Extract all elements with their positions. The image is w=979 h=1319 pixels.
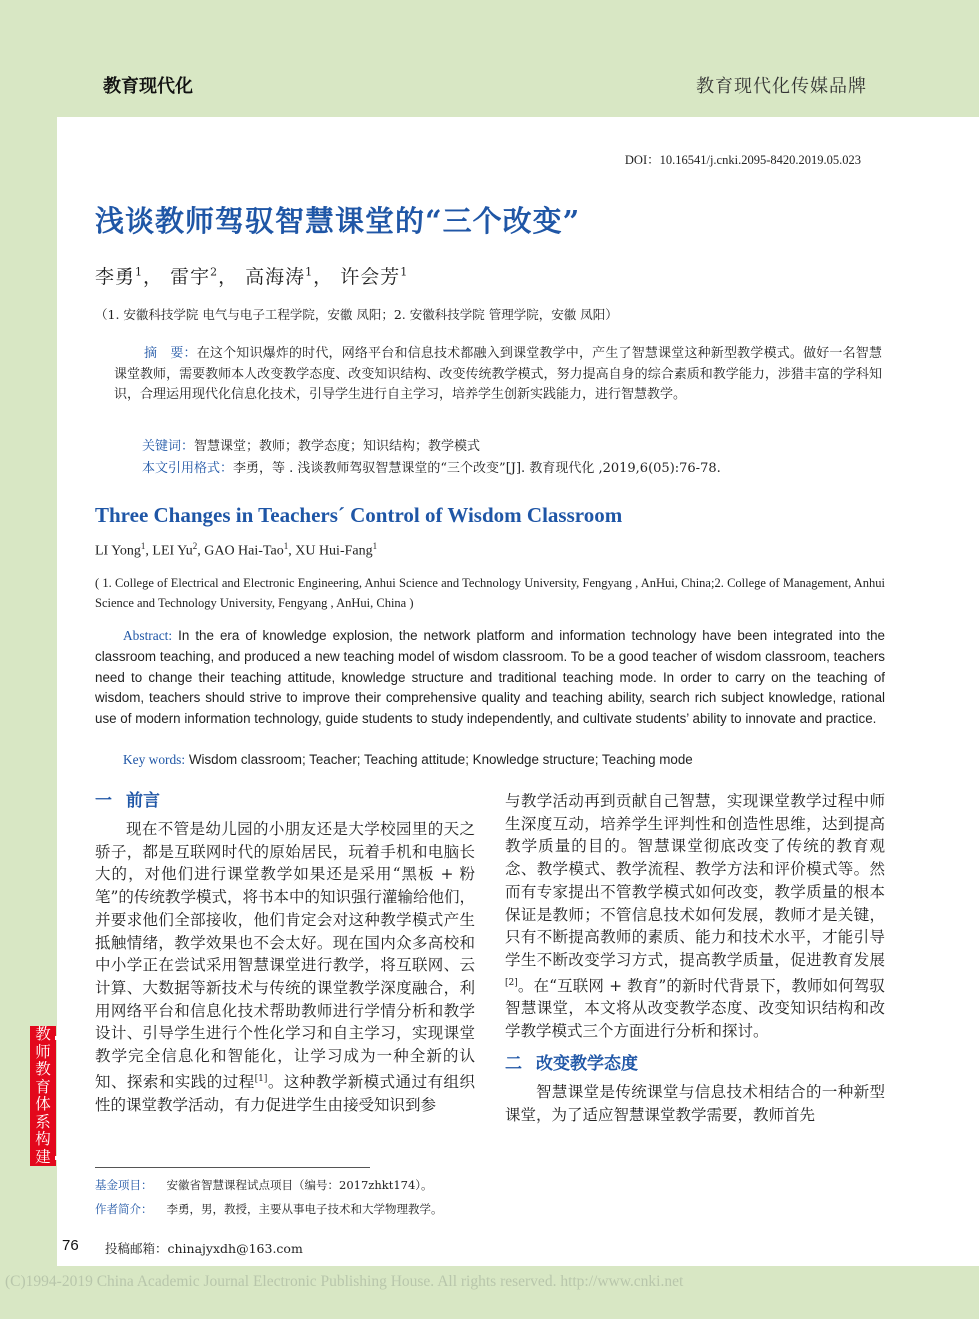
side-tab (30, 1026, 56, 1166)
side-tab-char: 教 (35, 1025, 51, 1043)
title-cn: 浅谈教师驾驭智慧课堂的“三个改变” (95, 204, 581, 238)
author-sup: 1 (400, 265, 409, 279)
doi[interactable]: DOI：10.16541/j.cnki.2095-8420.2019.05.023 (624, 153, 861, 167)
footnote-divider (95, 1167, 370, 1168)
section-title: 前言 (126, 791, 160, 811)
author-sup: 1 (283, 541, 289, 551)
footnote-fund (95, 1177, 433, 1193)
author-en: LEI Yu (152, 543, 193, 559)
title-en: Three Changes in Teachers´ Control of Wisdom Classroom (95, 503, 623, 527)
journal-name: 教育现代化 (103, 76, 193, 97)
section-heading-1 (95, 790, 475, 814)
keywords-en-text: Wisdom classroom; Teacher; Teaching attitude; Knowledge structure; Teaching mode (188, 752, 693, 767)
paragraph-text: 现在不管是幼儿园的小朋友还是大学校园里的天之骄子，都是互联网时代的原始居民，玩着手机和电脑长大的，对他们进行课堂教学如果还是采用“黑板 + 粉笔”的传统教学模式，将书本中的知识强行灌输给他们，并要求他们全部接收，他们肯定会对这种教学模式产生抵触情绪，教学效果也不会太好。现在国内众多高校和中小学正在尝试采用智慧课堂进行教学，将互联网、云计算、大数据等新技术与传统的课堂教学深度融合，利用网络平台和信息化技术帮助教师进行学情分析和教学设计、引导学生进行个性化学习和自主学习，实现课堂教学完全信息化和智能化，让学习成为一种全新的认知、探索和实践的过程 (95, 820, 475, 1091)
side-tab-char: 育 (35, 1077, 51, 1096)
footnote-author (95, 1201, 443, 1217)
citation-ref[interactable]: [1] (254, 1073, 268, 1084)
keywords-cn-text: 智慧课堂；教师；教学态度；知识结构；教学模式 (194, 439, 481, 454)
section-number: 一 (95, 791, 112, 811)
side-tab-dot (55, 1156, 59, 1160)
author-cn: 许会芳 (340, 266, 401, 288)
citation-ref[interactable]: [2] (505, 977, 518, 988)
body-paragraph: 智慧课堂是传统课堂与信息技术相结合的一种新型课堂，为了适应智慧课堂教学需要，教师首先 (505, 1082, 885, 1124)
body-paragraph (505, 790, 885, 1043)
author-sup: 1 (135, 265, 144, 279)
submission-email[interactable]: 投稿邮箱：chinajyxdh@163.com (105, 1241, 303, 1256)
author-cn: 雷宇 (170, 266, 211, 288)
author-sup: 1 (140, 541, 146, 551)
author-cn: 高海涛 (245, 266, 306, 288)
side-tab-char: 建 (35, 1147, 51, 1166)
abstract-en-label: Abstract: (123, 628, 173, 643)
abstract-cn-label: 摘 要： (144, 346, 197, 361)
abstract-cn-text: 在这个知识爆炸的时代，网络平台和信息技术都融入到课堂教学中，产生了智慧课堂这种新型教学模式。做好一名智慧课堂教师，需要教师本人改变教学态度、改变知识结构、改变传统教学模式，努力提高自身的综合素质和教学能力，涉猎丰富的学科知识，合理运用现代化信息化技术，引导学生进行自主学习，培养学生创新实践能力，进行智慧教学。 (114, 346, 882, 402)
authors-cn: 李勇$^1$， 雷宇$^2$， 高海涛$^1$， 许会芳$^1$ (95, 265, 409, 288)
paragraph-text: 与教学活动再到贡献自己智慧，实现课堂教学过程中师生深度互动，培养学生评判性和创造性思维，达到提高教学质量的目的。智慧课堂彻底改变了传统的教育观念、教学模式、教学流程、教学方法和评价模式等。然而有专家提出不管教学模式如何改变，教学质量的根本保证是教师；不管信息技术如何发展，教师才是关键，只有不断提高教师的素质、能力和技术水平，才能引导学生不断改变学习方式，提高教学质量，促进教育发展 (505, 792, 885, 969)
author-en: GAO Hai-Tao (204, 543, 284, 559)
author-en: XU Hui-Fang (295, 543, 373, 559)
side-tab-char: 教 (35, 1060, 51, 1078)
journal-slogan: 教育现代化传媒品牌 (696, 76, 867, 97)
author-cn: 李勇 (95, 266, 136, 288)
author-sup: 2 (192, 541, 198, 551)
abstract-cn (114, 344, 882, 406)
citation-cn (142, 457, 721, 476)
abstract-en-text: In the era of knowledge explosion, the network platform and information technology have been integrated into the classroom teaching, and produced a new teaching model of wisdom classroom. To be a good teacher of wisdom classroom, teachers need to change their teaching attitude, knowledge structure and traditional teaching mode. In order to carry on the teaching of wisdom, teachers should strive to improve their comprehensive quality and teaching ability, search rich subject knowledge, rational use of modern information technology, guide students to study independently, and cultivate students’ ability to innovate and practice. (95, 628, 885, 727)
side-tab-char: 系 (35, 1112, 51, 1131)
footnote-author-text: 李勇，男，教授，主要从事电子技术和大学物理教学。 (166, 1202, 443, 1216)
body-paragraph (95, 818, 475, 1116)
citation-cn-text: 李勇，等 . 浅谈教师驾驭智慧课堂的“三个改变”[J]. 教育现代化 ,2019,6(05):76-78. (233, 461, 721, 476)
side-tab-char: 体 (35, 1095, 51, 1113)
side-tab-char: 师 (35, 1042, 51, 1061)
author-en: LI Yong (95, 543, 141, 559)
section-title: 改变教学态度 (536, 1053, 638, 1074)
affiliation-en: ( 1. College of Electrical and Electronic Engineering, Anhui Science and Technology University, Fengyang , AnHui, China;2. College of Management, Anhui Science and Technology University, Fengyang , AnHui, China ) (95, 576, 885, 610)
author-sup: 1 (305, 265, 314, 279)
paragraph-text: 。这种教学新模式通过有组织性的课堂教学活动，有力促进学生由接受知识到参 (95, 1072, 475, 1114)
abstract-en (95, 626, 885, 730)
keywords-cn-label: 关键词： (142, 439, 195, 454)
section-number: 二 (505, 1053, 522, 1074)
footnote-fund-text: 安徽省智慧课程试点项目（编号：2017zhkt174）。 (166, 1178, 433, 1192)
footnote-author-label: 作者简介： (95, 1202, 153, 1216)
column-right (505, 790, 885, 1126)
citation-cn-label: 本文引用格式： (142, 461, 234, 476)
side-tab-dot (55, 1036, 59, 1040)
column-left (95, 790, 475, 1116)
author-sup: 1 (372, 541, 378, 551)
paragraph-text: 。在“互联网 + 教育”的新时代背景下，教师如何驾驭智慧课堂，本文将从改变教学态度、改变知识结构和改学教学模式三个方面进行分析和探讨。 (505, 976, 885, 1041)
page-number: 76 (62, 1237, 79, 1254)
keywords-en-label: Key words: (123, 752, 186, 767)
side-tab-char: 构 (35, 1130, 51, 1148)
author-sup: 2 (210, 265, 219, 279)
authors-en: LI Yong$^1$, LEI Yu$^2$, GAO Hai-Tao$^1$, XU Hui-Fang$^1$ (95, 541, 378, 559)
copyright-notice: (C)1994-2019 China Academic Journal Electronic Publishing House. All rights reserved. http://www.cnki.net (5, 1273, 684, 1290)
section-heading-2 (505, 1053, 885, 1077)
footnote-fund-label: 基金项目： (95, 1178, 153, 1192)
keywords-cn (142, 435, 480, 454)
affiliation-cn: （1. 安徽科技学院 电气与电子工程学院，安徽 凤阳；2. 安徽科技学院 管理学院，安徽 凤阳） (95, 307, 618, 322)
keywords-en (123, 752, 693, 768)
